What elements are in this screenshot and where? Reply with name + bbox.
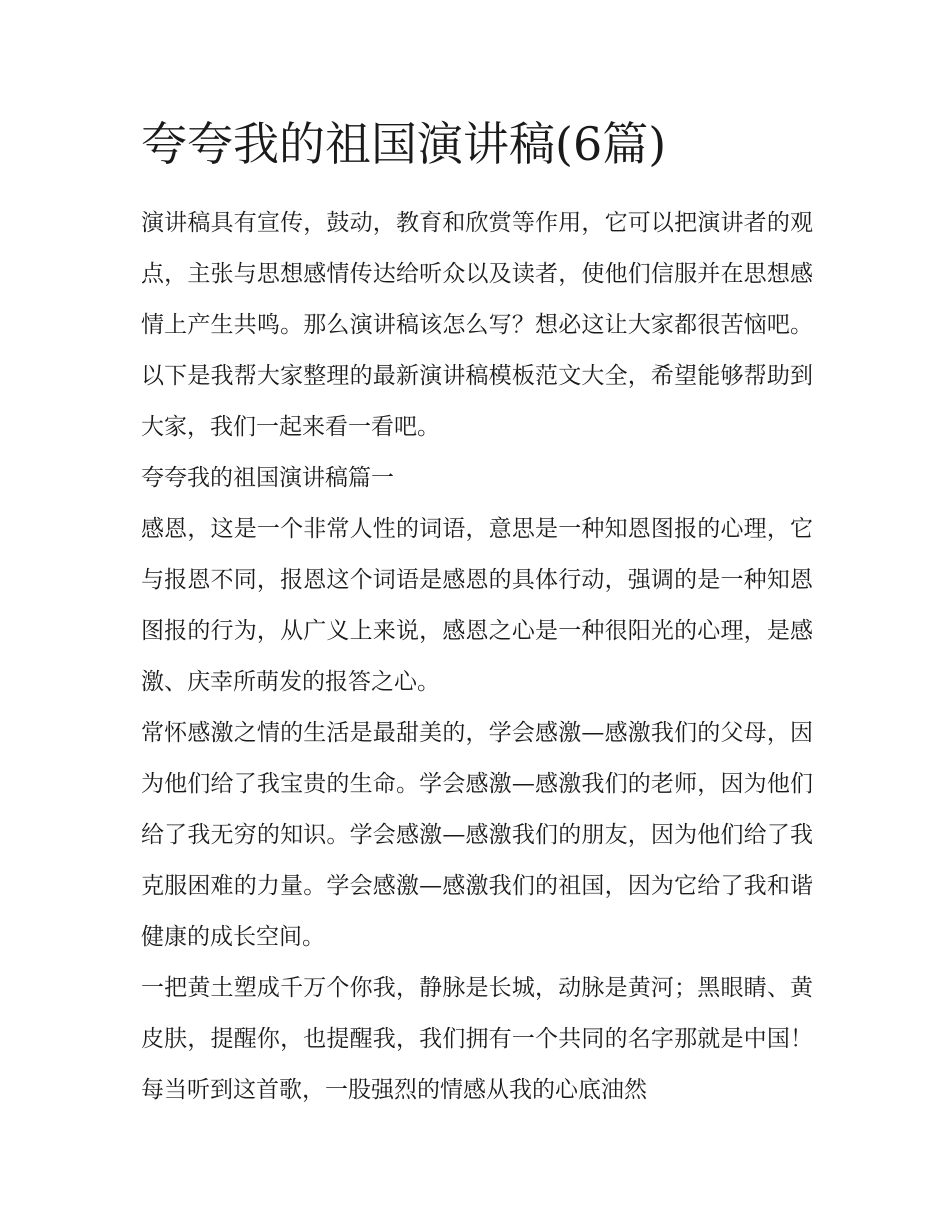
section-heading: 夸夸我的祖国演讲稿篇一: [141, 465, 394, 491]
body-paragraph-china: 一把黄土塑成千万个你我，静脉是长城，动脉是黄河；黑眼睛、黄皮肤，提醒你，也提醒我，我们拥有一个共同的名字那就是中国！每当听到这首歌，一股强烈的情感从我的心底油然: [141, 975, 813, 1103]
intro-paragraph: 演讲稿具有宣传，鼓动，教育和欣赏等作用，它可以把演讲者的观点，主张与思想感情传达给听众以及读者，使他们信服并在思想感情上产生共鸣。那么演讲稿该怎么写？想必这让大家都很苦恼吧。以下是我帮大家整理的最新演讲稿模板范文大全，希望能够帮助到大家，我们一起来看一看吧。: [141, 210, 813, 440]
document-page: [141, 112, 813, 1116]
body-paragraph-thanks: 常怀感激之情的生活是最甜美的，学会感激—感激我们的父母，因为他们给了我宝贵的生命。学会感激—感激我们的老师，因为他们给了我无穷的知识。学会感激—感激我们的朋友，因为他们给了我克服困难的力量。学会感激—感激我们的祖国，因为它给了我和谐健康的成长空间。: [141, 720, 813, 950]
body-paragraph-gratitude: 感恩，这是一个非常人性的词语，意思是一种知恩图报的心理，它与报恩不同，报恩这个词语是感恩的具体行动，强调的是一种知恩图报的行为，从广义上来说，感恩之心是一种很阳光的心理，是感激、庆幸所萌发的报答之心。: [141, 516, 813, 695]
document-title: 夸夸我的祖国演讲稿(6篇): [141, 117, 667, 171]
